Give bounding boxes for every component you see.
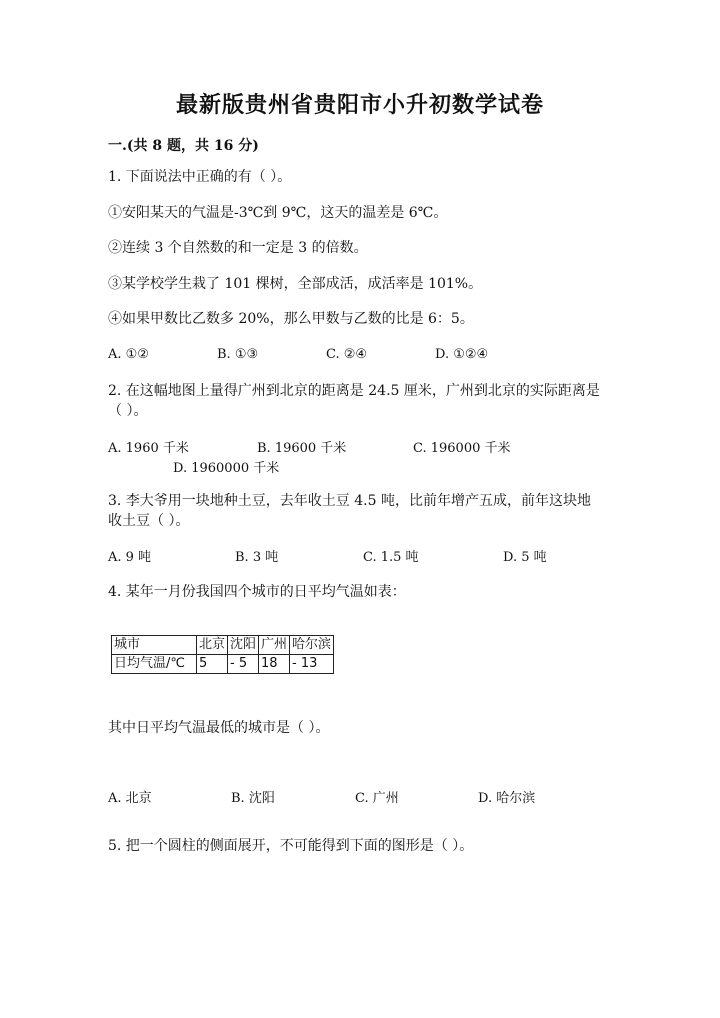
temperature-table [111,635,334,674]
question-3-stem-line-1: 3. 李大爷用一块地种土豆，去年收土豆 4.5 吨，比前年增产五成，前年这块地 [108,493,591,509]
table-cell: 5 [197,655,228,674]
question-2-option-a: A. 1960 千米 [108,441,189,456]
question-1-option-a: A. ①② [108,347,149,362]
question-2-option-c: C. 196000 千米 [413,441,511,456]
question-2-option-d: D. 1960000 千米 [173,461,280,476]
question-1-option-b: B. ①③ [217,347,259,362]
question-4-option-a: A. 北京 [108,791,152,806]
question-4-stem: 4. 某年一月份我国四个城市的日平均气温如表： [108,584,406,600]
question-1-statement-3: ③某学校学生栽了 101 棵树，全部成活，成活率是 101%。 [108,276,483,292]
table-cell: 沈阳 [228,636,259,655]
table-cell: 城市 [112,636,197,655]
question-2-stem-line-1: 2. 在这幅地图上量得广州到北京的距离是 24.5 厘米，广州到北京的实际距离是 [108,383,600,399]
question-5-stem: 5. 把一个圆柱的侧面展开，不可能得到下面的图形是（ ）。 [108,838,474,854]
page-title: 最新版贵州省贵阳市小升初数学试卷 [175,92,544,118]
question-1-statement-2: ②连续 3 个自然数的和一定是 3 的倍数。 [108,240,368,256]
table-cell: 18 [259,655,290,674]
question-1-option-c: C. ②④ [326,347,368,362]
question-1-statement-4: ④如果甲数比乙数多 20%，那么甲数与乙数的比是 6：5。 [108,311,474,327]
section-header: 一.(共 8 题，共 16 分) [108,138,259,154]
question-3-option-d: D. 5 吨 [503,550,547,565]
table-cell: 广州 [259,636,290,655]
question-4-option-b: B. 沈阳 [231,791,275,806]
question-1-option-d: D. ①②④ [435,347,489,362]
question-2-option-b: B. 19600 千米 [257,441,347,456]
question-3-option-c: C. 1.5 吨 [363,550,419,565]
question-3-option-a: A. 9 吨 [108,550,152,565]
question-4-question: 其中日平均气温最低的城市是（ ）。 [108,720,330,736]
question-1-statement-1: ①安阳某天的气温是-3℃到 9℃，这天的温差是 6℃。 [108,205,448,221]
question-4-option-c: C. 广州 [355,791,399,806]
question-3-stem-line-2: 收土豆（ ）。 [108,513,190,529]
question-4-option-d: D. 哈尔滨 [478,791,536,806]
table-cell: 哈尔滨 [290,636,334,655]
table-cell: 日均气温/℃ [112,655,197,674]
table-cell: - 5 [228,655,259,674]
table-cell: - 13 [290,655,334,674]
question-1-stem: 1. 下面说法中正确的有（ ）。 [108,169,292,185]
question-3-option-b: B. 3 吨 [235,550,279,565]
question-2-stem-line-2: （ ）。 [108,403,148,419]
table-header-row [112,636,334,655]
table-row [112,655,334,674]
table-cell: 北京 [197,636,228,655]
